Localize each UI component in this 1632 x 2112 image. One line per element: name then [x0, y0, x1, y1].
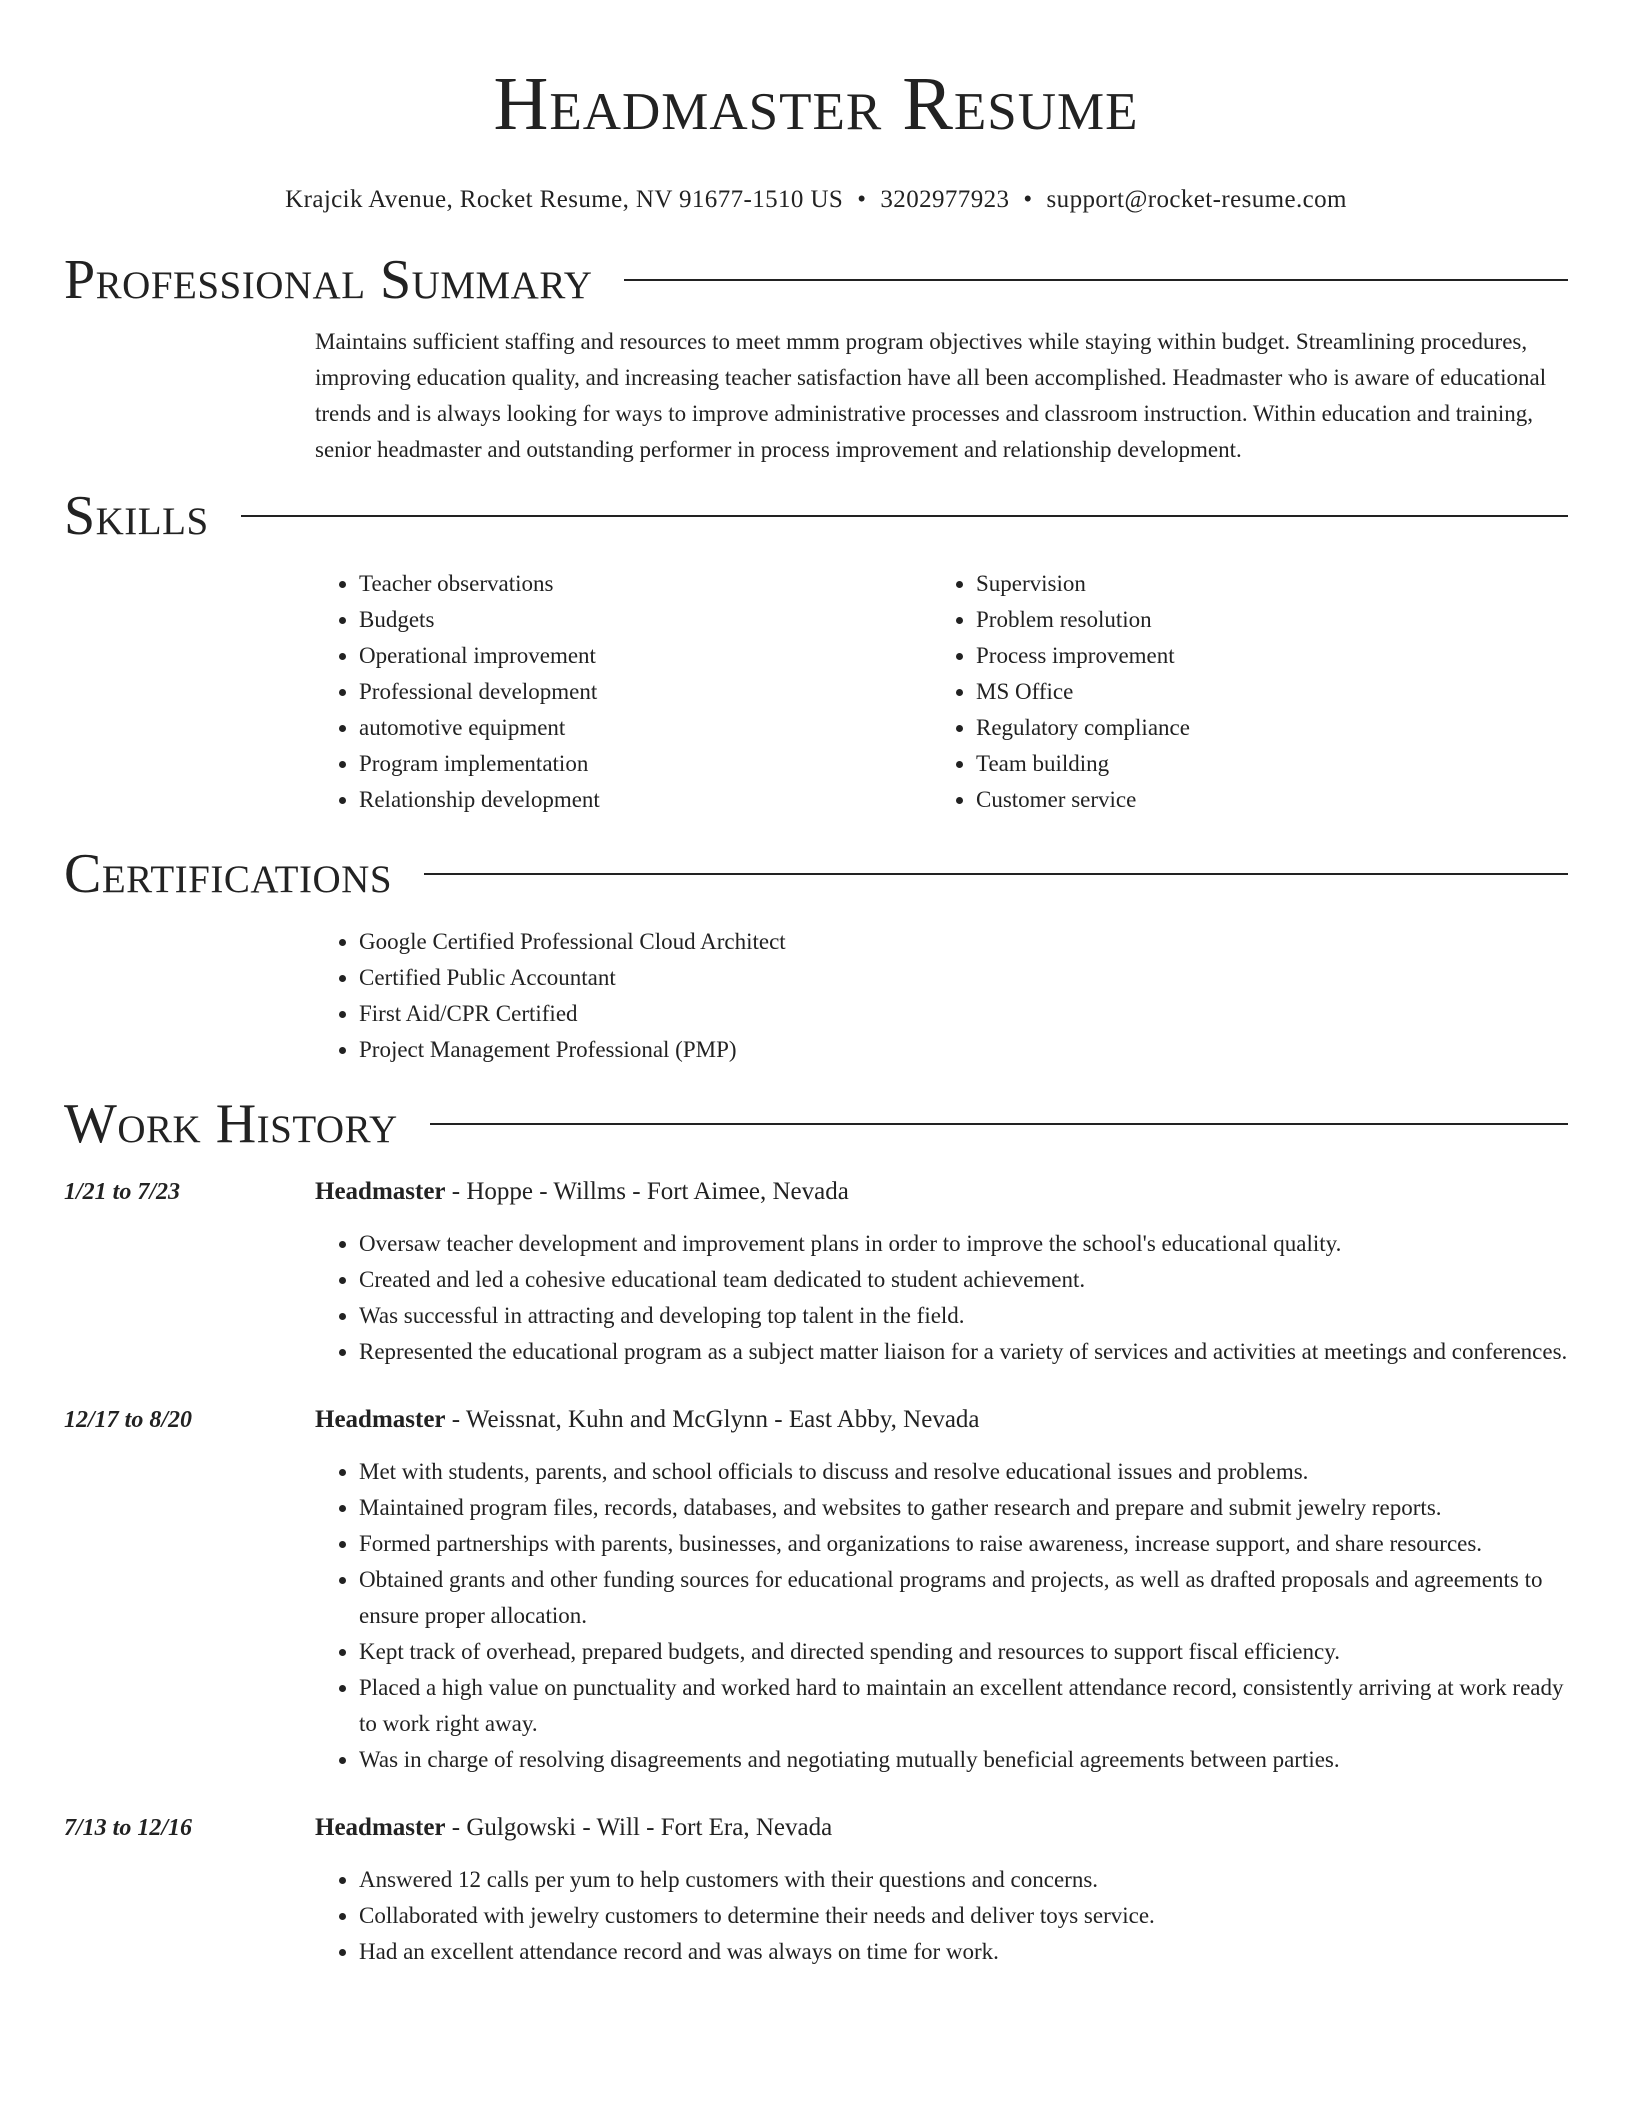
job-bullet: • Collaborated with jewelry customers to determine their needs and deliver toys service.: [359, 1898, 1568, 1934]
job-main: [315, 1402, 1568, 1778]
certifications-heading: Certifications: [64, 843, 393, 905]
job-main: [315, 1174, 1568, 1370]
skill-item: • MS Office: [976, 674, 1568, 710]
summary-body: [315, 324, 1568, 468]
skill-item: • Program implementation: [359, 746, 932, 782]
certifications-list: [315, 924, 1568, 1068]
skill-item: • Customer service: [976, 782, 1568, 818]
skills-list-left: [315, 566, 932, 818]
section-divider: [424, 873, 1568, 875]
skills-body: [315, 566, 1568, 818]
section-divider: [624, 279, 1568, 281]
job-dates: 1/21 to 7/23: [64, 1179, 181, 1205]
skill-item: • Relationship development: [359, 782, 932, 818]
job-title: Headmaster: [315, 1178, 446, 1205]
skill-item: • Regulatory compliance: [976, 710, 1568, 746]
job-entry: [64, 1174, 1568, 1370]
job-details: - Gulgowski - Will - Fort Era, Nevada: [445, 1814, 833, 1841]
job-bullet: • Was successful in attracting and developing top talent in the field.: [359, 1298, 1568, 1334]
job-bullet: • Maintained program files, records, databases, and websites to gather research and prepare and submit jewelry reports.: [359, 1490, 1568, 1526]
separator-dot: •: [857, 186, 867, 213]
summary-heading: Professional Summary: [64, 249, 593, 311]
job-dates: 12/17 to 8/20: [64, 1407, 193, 1433]
skills-heading: Skills: [64, 485, 209, 547]
skill-item: • automotive equipment: [359, 710, 932, 746]
certifications-section-header: [64, 844, 1568, 904]
work-history-section-header: [64, 1094, 1568, 1154]
skill-item: • Team building: [976, 746, 1568, 782]
job-title-line: [315, 1402, 1568, 1438]
job-bullet: • Placed a high value on punctuality and worked hard to maintain an excellent attendance record, consistently arriving at work ready to work right away.: [359, 1670, 1568, 1742]
email: support@rocket-resume.com: [1046, 186, 1347, 213]
job-bullet: • Oversaw teacher development and improvement plans in order to improve the school's educational quality.: [359, 1226, 1568, 1262]
job-bullet: • Created and led a cohesive educational team dedicated to student achievement.: [359, 1262, 1568, 1298]
certification-item: • Google Certified Professional Cloud Architect: [359, 924, 1568, 960]
job-bullet: • Was in charge of resolving disagreements and negotiating mutually beneficial agreements between parties.: [359, 1742, 1568, 1778]
phone: 3202977923: [880, 186, 1010, 213]
job-bullet: • Kept track of overhead, prepared budgets, and directed spending and resources to support fiscal efficiency.: [359, 1634, 1568, 1670]
job-entry: [64, 1810, 1568, 1970]
job-bullet: • Met with students, parents, and school officials to discuss and resolve educational issues and problems.: [359, 1454, 1568, 1490]
job-bullets: [315, 1862, 1568, 1970]
job-title-line: [315, 1810, 1568, 1846]
skills-grid: [315, 566, 1568, 818]
skill-item: • Professional development: [359, 674, 932, 710]
job-bullet: • Had an excellent attendance record and was always on time for work.: [359, 1934, 1568, 1970]
certification-item: • Project Management Professional (PMP): [359, 1032, 1568, 1068]
job-bullets: [315, 1226, 1568, 1370]
resume-title: Headmaster Resume: [493, 62, 1139, 146]
address: Krajcik Avenue, Rocket Resume, NV 91677-1510 US: [285, 186, 844, 213]
section-divider: [241, 515, 1568, 517]
job-bullet: • Formed partnerships with parents, businesses, and organizations to raise awareness, increase support, and share resources.: [359, 1526, 1568, 1562]
job-title: Headmaster: [315, 1814, 446, 1841]
job-title: Headmaster: [315, 1406, 446, 1433]
skills-list-right: [932, 566, 1568, 818]
skill-item: • Process improvement: [976, 638, 1568, 674]
summary-section-header: [64, 250, 1568, 310]
certification-item: • Certified Public Accountant: [359, 960, 1568, 996]
contact-line: [64, 184, 1568, 216]
skill-item: • Problem resolution: [976, 602, 1568, 638]
job-details: - Hoppe - Willms - Fort Aimee, Nevada: [445, 1178, 849, 1205]
skill-item: • Supervision: [976, 566, 1568, 602]
separator-dot: •: [1023, 186, 1033, 213]
job-entry: [64, 1402, 1568, 1778]
job-main: [315, 1810, 1568, 1970]
job-bullet: • Represented the educational program as a subject matter liaison for a variety of services and activities at meetings and conferences.: [359, 1334, 1568, 1370]
certification-item: • First Aid/CPR Certified: [359, 996, 1568, 1032]
job-bullets: [315, 1454, 1568, 1778]
job-title-line: [315, 1174, 1568, 1210]
skills-section-header: [64, 486, 1568, 546]
summary-text: Maintains sufficient staffing and resources to meet mmm program objectives while staying within budget. Streamlining procedures, improving education quality, and increasing teacher satisfaction have all been accomplished. Headmaster who is aware of educational trends and is always looking for ways to improve administrative processes and classroom instruction. Within education and training, senior headmaster and outstanding performer in process improvement and relationship development.: [315, 329, 1547, 462]
skill-item: • Teacher observations: [359, 566, 932, 602]
certifications-body: [315, 924, 1568, 1068]
job-dates: 7/13 to 12/16: [64, 1815, 193, 1841]
job-details: - Weissnat, Kuhn and McGlynn - East Abby, Nevada: [445, 1406, 980, 1433]
skill-item: • Budgets: [359, 602, 932, 638]
skill-item: • Operational improvement: [359, 638, 932, 674]
job-bullet: • Answered 12 calls per yum to help customers with their questions and concerns.: [359, 1862, 1568, 1898]
section-divider: [430, 1123, 1568, 1125]
job-bullet: • Obtained grants and other funding sources for educational programs and projects, as well as drafted proposals and agreements to ensure proper allocation.: [359, 1562, 1568, 1634]
work-history-heading: Work History: [64, 1093, 398, 1155]
